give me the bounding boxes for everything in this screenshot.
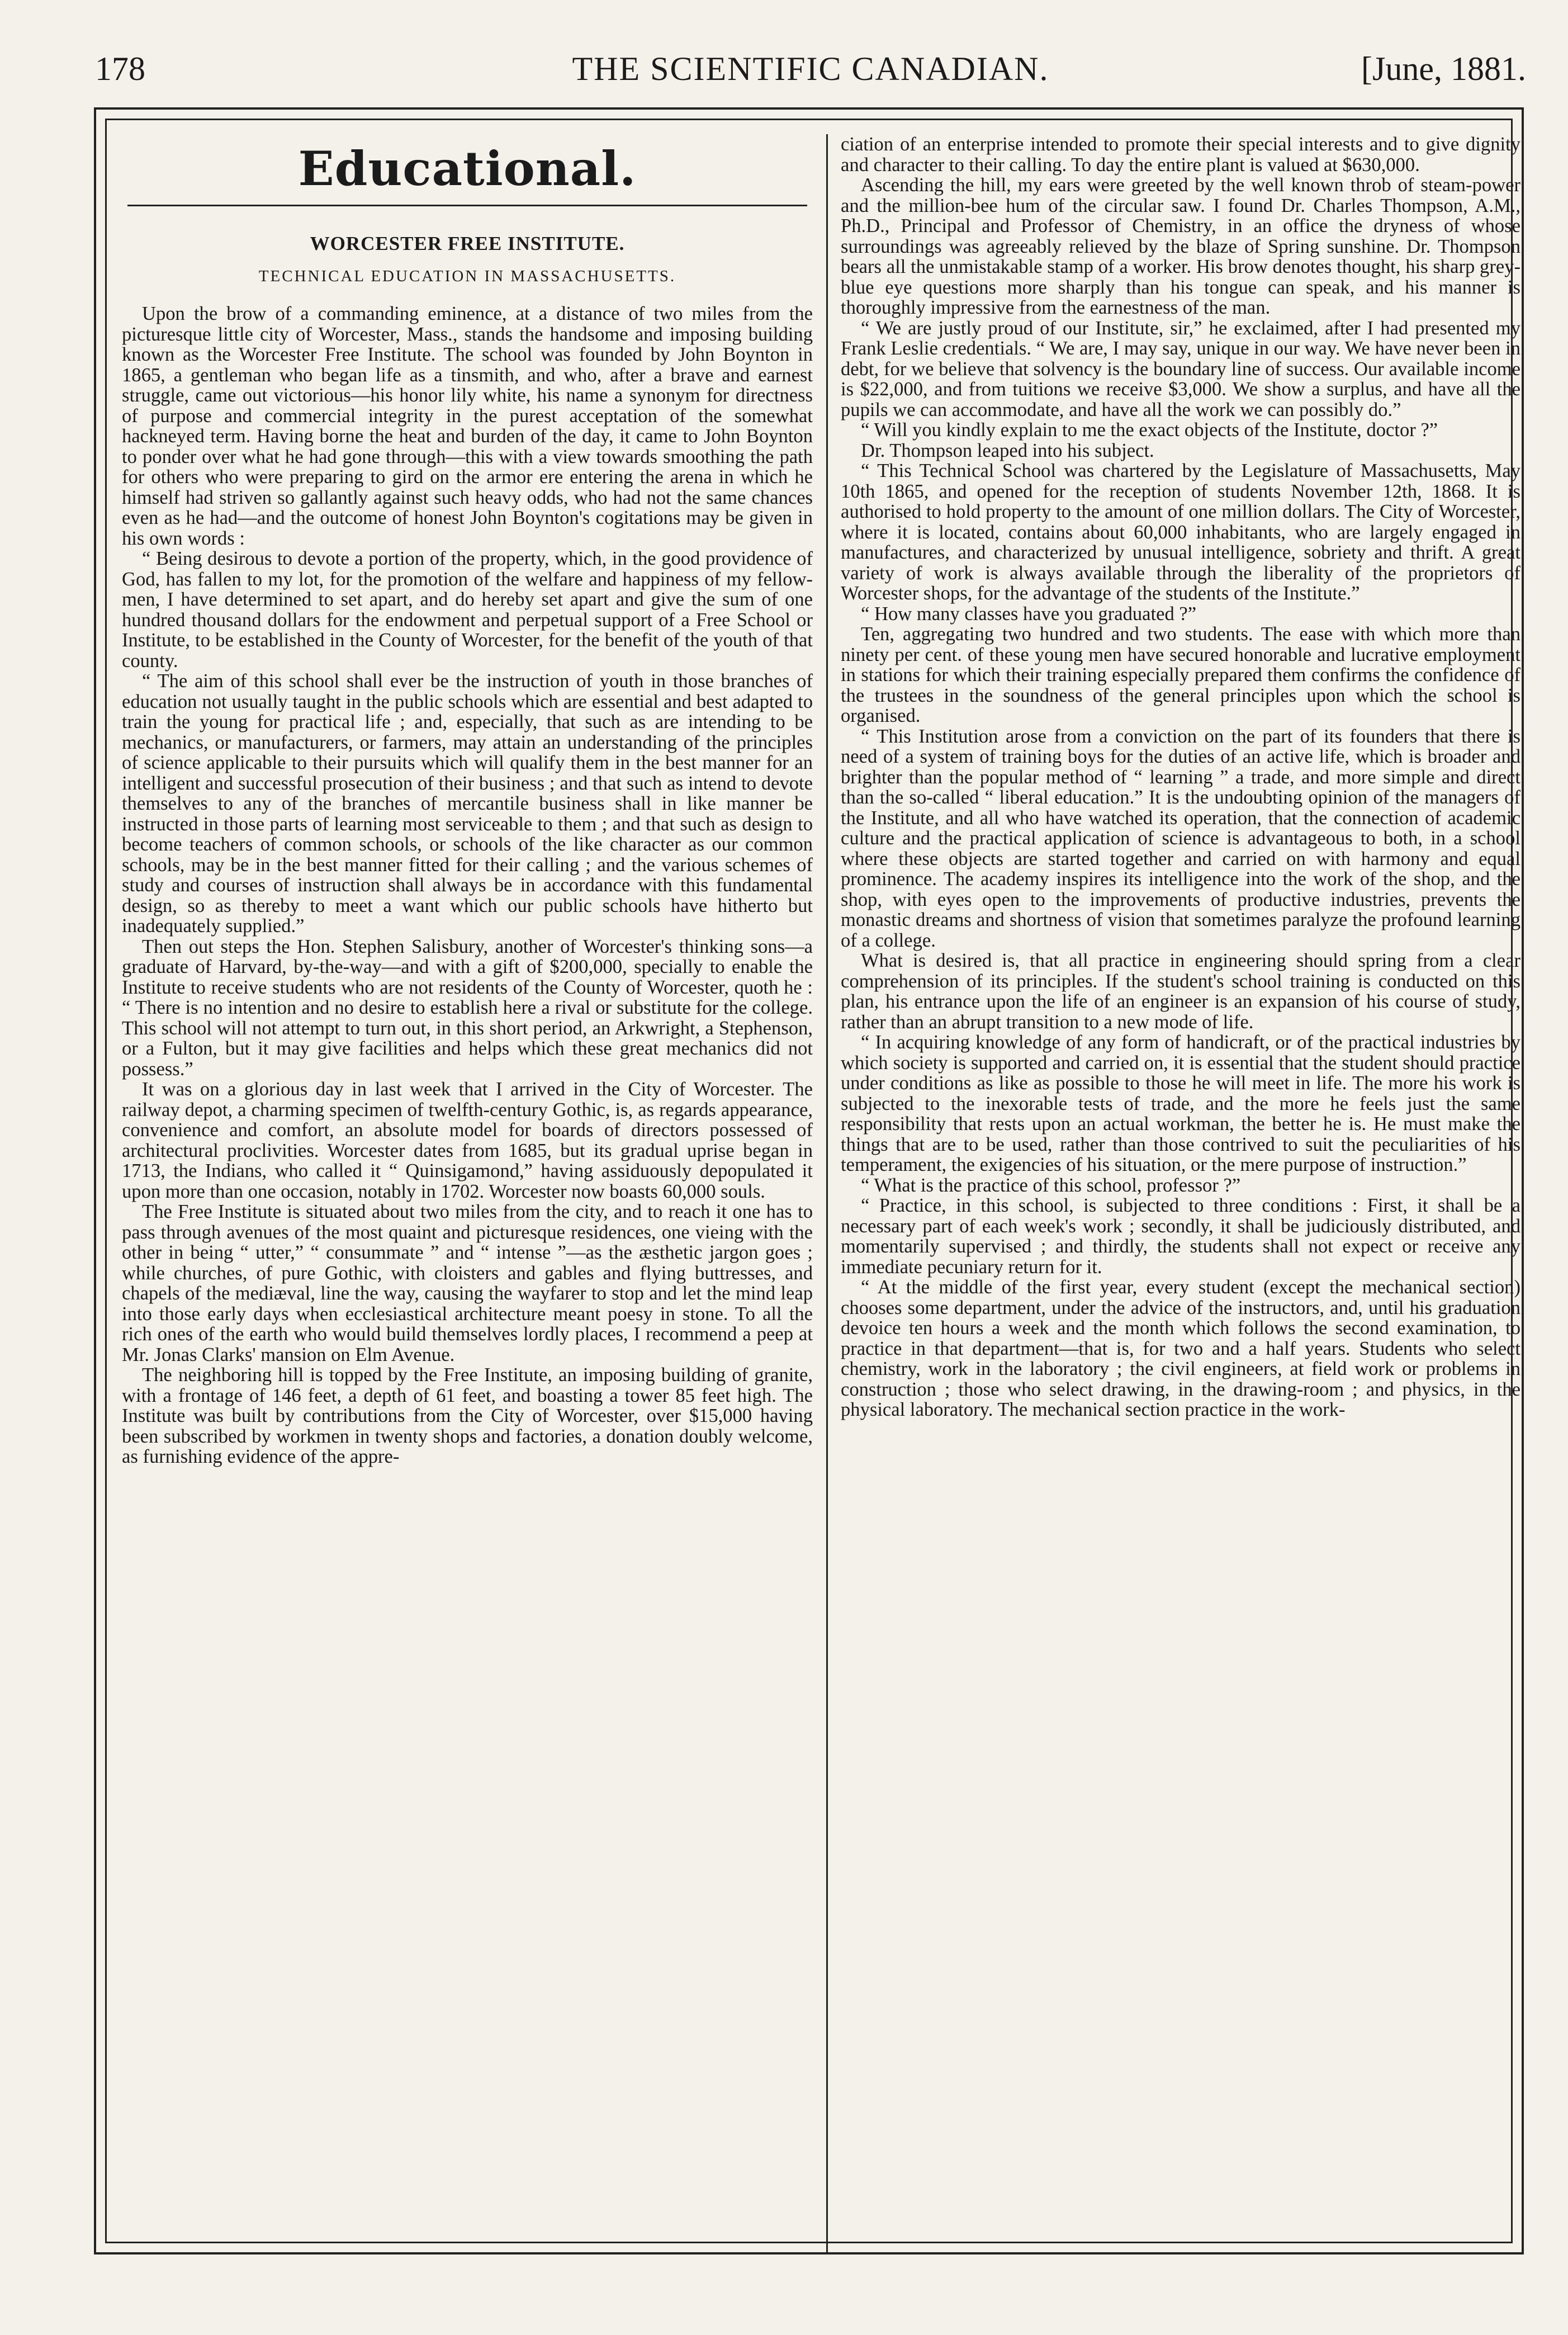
paragraph: Ten, aggregating two hundred and two students. The ease with which more than ninety per cent. of these young men have secured honorable and lucrative employment in stations for which their training especially prepared them confirms the confidence of the trustees in the soundness of the general principles upon which the school is organised.: [841, 623, 1520, 726]
paragraph: “ In acquiring knowledge of any form of handicraft, or of the practical industries by which society is supported and carried on, it is essential that the student should practice under conditions as like as possible to those he will meet in life. The more his work is subjected to the inexorable tests of trade, and the more he feels just the same responsibility that rests upon an actual workman, the better he is. He must make the things that are to be used, rather than those contrived to suit the peculiarities of his temperament, the exigencies of his situation, or the mere purpose of instruction.”: [841, 1032, 1520, 1175]
paragraph: “ We are justly proud of our Institute, sir,” he exclaimed, after I had presented my Frank Leslie credentials. “ We are, I may say, unique in our way. We have never been in debt, for we believe that solvency is the boundary line of success. Our available income is $22,000, and from tuitions we receive $3,000. We show a surplus, and have all the pupils we can accommodate, and have all the work we can possibly do.”: [841, 317, 1520, 420]
paragraph: “ This Institution arose from a conviction on the part of its founders that there is need of a system of training boys for the duties of an active life, which is broader and brighter than the popular method of “ learning ” a trade, and more simple and direct than the so-called “ liberal education.” It is the undoubting opinion of the managers of the Institute, and all who have watched its operation, that the connection of academic culture and the practical application of science is advantageous to both, in a school where these objects are started together and carried on with harmony and equal prominence. The academy inspires its intelligence into the work of the shop, and the shop, with eyes open to the improvements of productive industries, prevents the monastic dreams and shortness of vision that sometimes paralyze the profound learning of a college.: [841, 725, 1520, 951]
section-rule: [127, 205, 807, 206]
column-rule: [826, 134, 828, 2253]
page-number: 178: [95, 50, 145, 87]
paragraph: Ascending the hill, my ears were greeted by the well known throb of steam-power and the million-bee hum of the circular saw. I found Dr. Charles Thompson, A.M., Ph.D., Principal and Professor of Chemistry, in an office the dryness of whose surroundings was agreeably relieved by the blaze of Spring sunshine. Dr. Thompson bears all the unmistakable stamp of a worker. His brow denotes thought, his sharp grey-blue eye questions more sharply than his tongue can speak, and his manner is thoroughly impressive from the earnestness of the man.: [841, 174, 1520, 318]
right-column: [841, 134, 1520, 1420]
article-title: WORCESTER FREE INSTITUTE.: [310, 233, 625, 254]
paragraph: “ Will you kindly explain to me the exact objects of the Institute, doctor ?”: [861, 419, 1438, 441]
paragraph: It was on a glorious day in last week that I arrived in the City of Worcester. The railway depot, a charming specimen of twelfth-century Gothic, is, as regards appearance, convenience and comfort, an absolute model for boards of directors possessed of architectural proclivities. Worcester dates from 1685, but its gradual uprise began in 1713, the Indians, who called it “ Quinsigamond,” having assiduously depopulated it upon more than one occasion, notably in 1702. Worcester now boasts 60,000 souls.: [122, 1079, 813, 1202]
running-head: [95, 44, 1526, 94]
paragraph: The neighboring hill is topped by the Free Institute, an imposing building of granite, with a frontage of 146 feet, a depth of 61 feet, and boasting a tower 85 feet high. The Institute was built by contributions from the City of Worcester, over $15,000 having been subscribed by workmen in twenty shops and factories, a donation doubly welcome, as furnishing evidence of the appre-: [122, 1364, 813, 1467]
paragraph: “ This Technical School was chartered by the Legislature of Massachusetts, May 10th 1865, and opened for the reception of students November 12th, 1868. It is authorised to hold property to the amount of one million dollars. The City of Worcester, where it is located, contains about 60,000 inhabitants, who are largely engaged in manufactures, and characterized by unusual intelligence, sobriety and thrift. A great variety of work is always available through the liberality of the proprietors of Worcester shops, for the advantage of the students of the Institute.”: [841, 460, 1520, 604]
paragraph: What is desired is, that all practice in engineering should spring from a clear comprehension of its principles. If the student's school training is conducted on this plan, his entrance upon the life of an engineer is an expansion of his course of study, rather than an abrupt transition to a new mode of life.: [841, 950, 1520, 1033]
paragraph: The Free Institute is situated about two miles from the city, and to reach it one has to pass through avenues of the most quaint and picturesque residences, one vieing with the other in being “ utter,” “ consummate ” and “ intense ”—as the æsthetic jargon goes ; while churches, of pure Gothic, with cloisters and gables and flying buttresses, and chapels of the mediæval, line the way, causing the wayfarer to stop and let the mind leap into those early days when ecclesiastical architecture meant poesy in stone. To all the rich ones of the earth who would build themselves lordly places, I recommend a peep at Mr. Jonas Clarks' mansion on Elm Avenue.: [122, 1201, 813, 1365]
paragraph: “ What is the practice of this school, professor ?”: [861, 1174, 1241, 1196]
paragraph: “ At the middle of the first year, every student (except the mechanical section) chooses some department, under the advice of the instructors, and, until his graduation devoice ten hours a week and the month which follows the second examination, to practice in that department—that is, for two and a half years. Students who select chemistry, work in the laboratory ; the civil engineers, at field work or problems in construction ; those who select drawing, in the drawing-room ; and physics, in the physical laboratory. The mechanical section practice in the work-: [841, 1277, 1520, 1420]
paragraph: “ Practice, in this school, is subjected to three conditions : First, it shall be a necessary part of each week's work ; secondly, it shall be judiciously distributed, and momentarily supervised ; and thirdly, the students shall not expect or receive any immediate pecuniary return for it.: [841, 1195, 1520, 1278]
paragraph: ciation of an enterprise intended to promote their special interests and to give dignity and character to their calling. To day the entire plant is valued at $630,000.: [841, 134, 1520, 176]
issue-date: [June, 1881.: [1361, 50, 1526, 87]
section-title: Educational.: [298, 141, 637, 196]
paragraph: Then out steps the Hon. Stephen Salisbury, another of Worcester's thinking sons—a graduate of Harvard, by-the-way—and with a gift of $200,000, specially to enable the Institute to receive students who are not residents of the County of Worcester, quoth he : “ There is no intention and no desire to establish here a rival or substitute for the college. This school will not attempt to turn out, in this short period, an Arkwright, a Stephenson, or a Fulton, but it may give facilities and helps which these great mechanics did not possess.”: [122, 935, 813, 1080]
paragraph: “ How many classes have you graduated ?”: [861, 603, 1197, 625]
paragraph: Dr. Thompson leaped into his subject.: [861, 439, 1154, 461]
journal-title: THE SCIENTIFIC CANADIAN.: [572, 50, 1049, 87]
paragraph: “ Being desirous to devote a portion of the property, which, in the good providence of God, has fallen to my lot, for the promotion of the welfare and happiness of my fellow-men, I have determined to set apart, and do hereby set apart and give the sum of one hundred thousand dollars for the endowment and perpetual support of a Free School or Institute, to be established in the County of Worcester, for the benefit of the youth of that county.: [122, 548, 813, 672]
left-column: [122, 134, 813, 1467]
paragraph: “ The aim of this school shall ever be the instruction of youth in those branches of education not usually taught in the public schools which are essential and best adapted to train the young for practical life ; and, especially, that such as are intending to be mechanics, or manufacturers, or farmers, may attain an understanding of the principles of science applicable to their pursuits which will qualify them in the best manner for an intelligent and successful prosecution of their business ; and that such as intend to devote themselves to any of the branches of mercantile business shall in like manner be instructed in those parts of learning most serviceable to them ; and that such as design to become teachers of common schools, or schools of the like character as our common schools, may be in the best manner fitted for their calling ; and the various schemes of study and courses of instruction shall always be in accordance with this fundamental design, so as thereby to meet a want which our public schools have hitherto but inadequately supplied.”: [122, 670, 813, 937]
article-subtitle: TECHNICAL EDUCATION IN MASSACHUSETTS.: [258, 267, 676, 285]
paragraph: Upon the brow of a commanding eminence, at a distance of two miles from the picturesque little city of Worcester, Mass., stands the handsome and imposing building known as the Worcester Free Institute. The school was founded by John Boynton in 1865, a gentleman who began life as a tinsmith, and who, after a brave and earnest struggle, came out victorious—his honor lily white, his name a synonym for directness of purpose and commercial integrity in the purest acceptation of the somewhat hackneyed term. Having borne the heat and burden of the day, it came to John Boynton to ponder over what he had gone through—this with a view towards smoothing the path for others who were preparing to gird on the armor ere entering the arena in which he himself had striven so gallantly against such heavy odds, who had not the same chances even as he had—and the outcome of honest John Boynton's cogitations may be given in his own words :: [122, 303, 813, 549]
